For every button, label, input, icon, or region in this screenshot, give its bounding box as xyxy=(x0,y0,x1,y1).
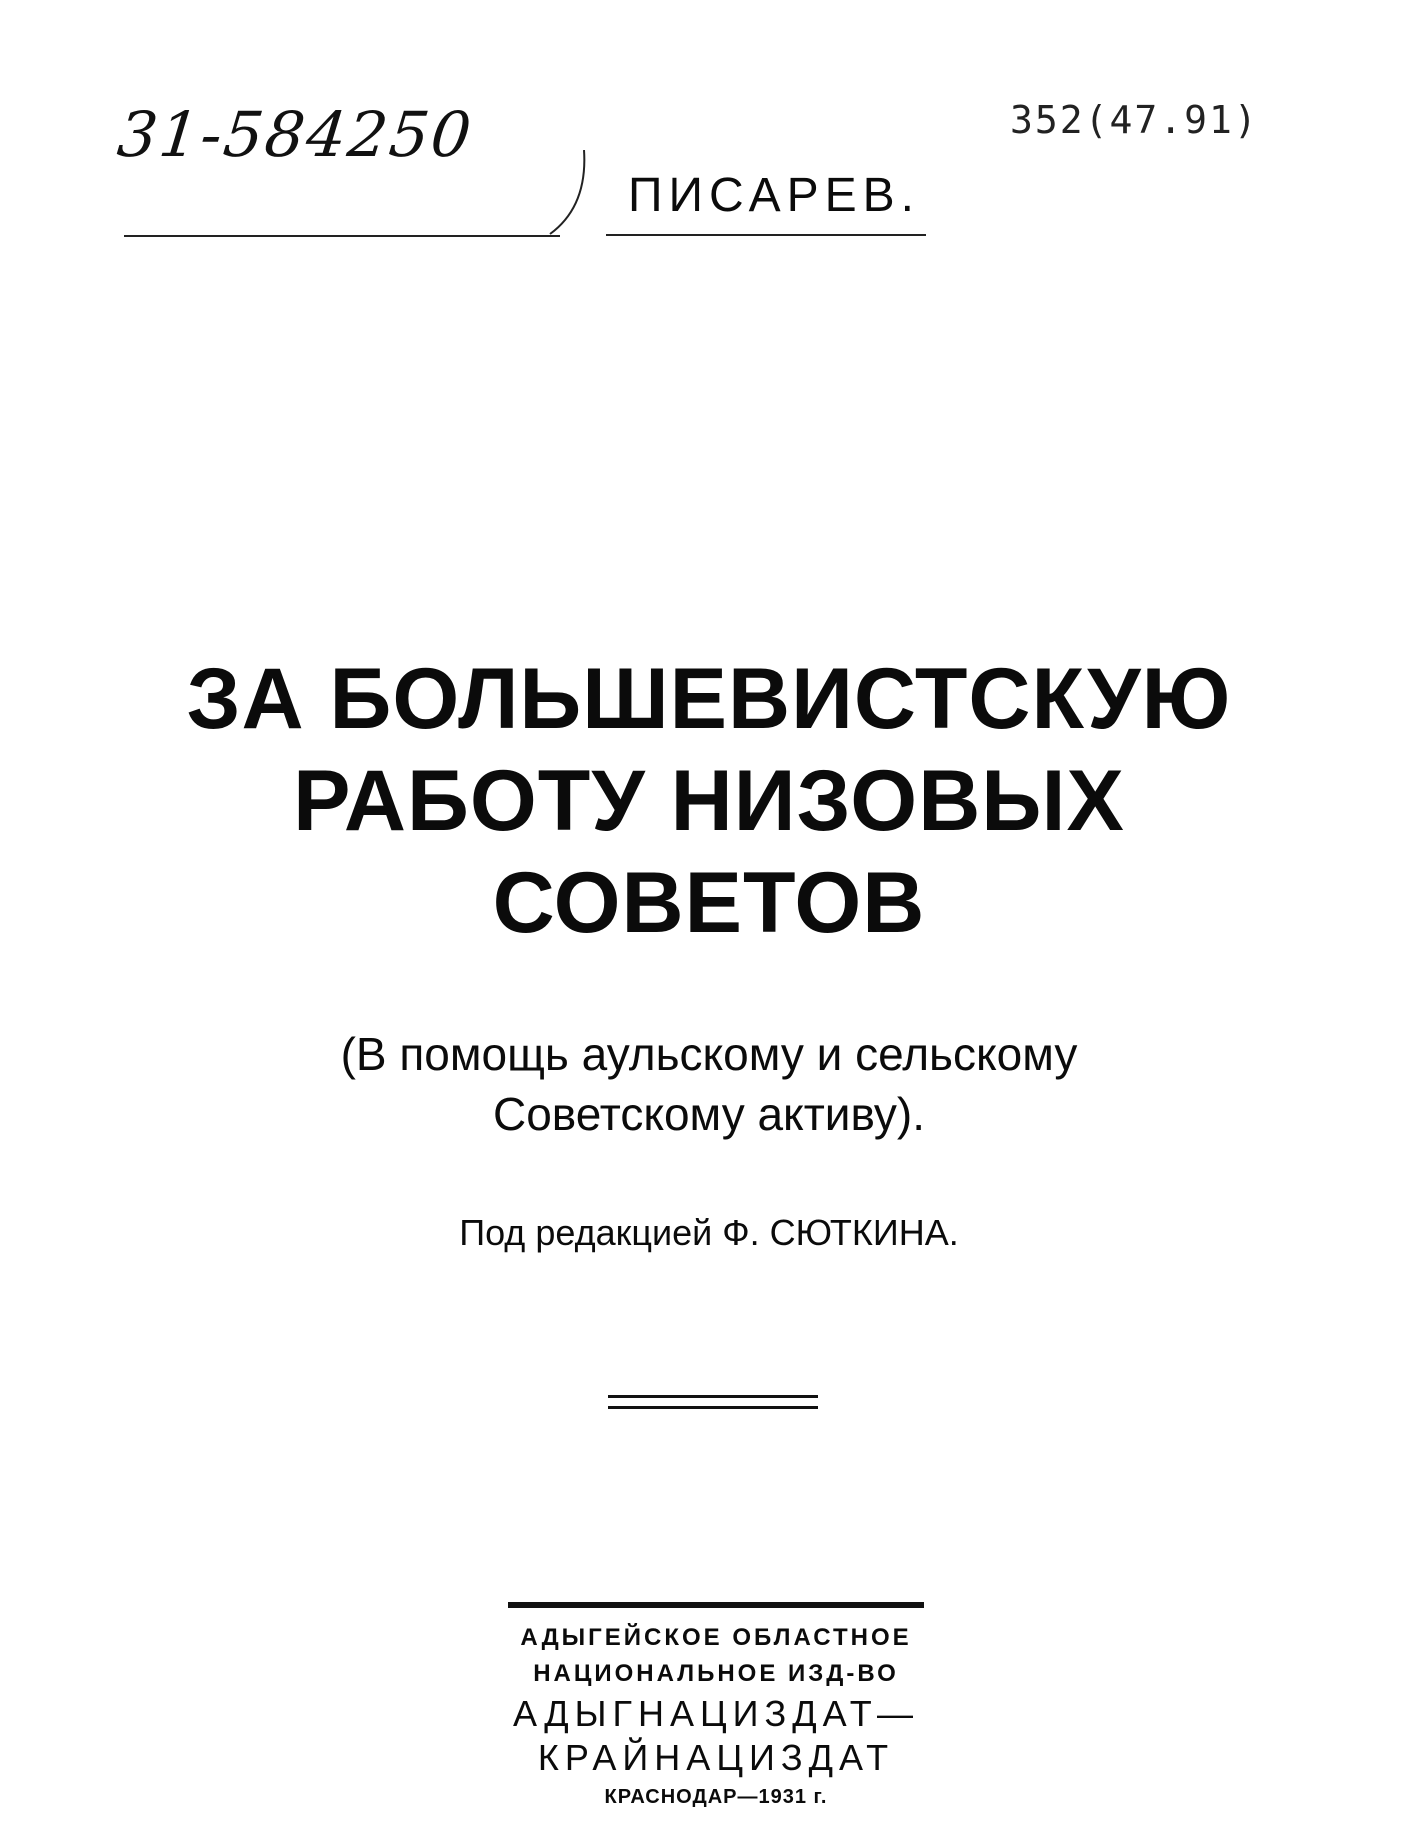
author-name: ПИСАРЕВ. xyxy=(628,169,921,222)
subtitle-line-1: (В помощь аульскому и сельскому xyxy=(340,1028,1078,1080)
publisher-rule xyxy=(508,1602,924,1608)
classification-code: 352(47.91) xyxy=(1010,98,1259,142)
ornamental-divider-top xyxy=(608,1395,818,1398)
catalog-curve-stroke xyxy=(540,150,600,240)
publisher-line-1: АДЫГЕЙСКОЕ ОБЛАСТНОЕ xyxy=(520,1624,912,1651)
catalog-underline xyxy=(124,235,560,237)
publisher-line-3: АДЫГНАЦИЗДАТ— xyxy=(513,1693,919,1734)
publisher-place-year: КРАСНОДАР—1931 г. xyxy=(604,1786,828,1808)
title-line-3: СОВЕТОВ xyxy=(492,855,926,951)
title-line-2: РАБОТУ НИЗОВЫХ xyxy=(293,753,1125,849)
handwritten-catalog-number: 31-584250 xyxy=(114,98,477,171)
ornamental-divider-bottom xyxy=(608,1406,818,1409)
publisher-line-2: НАЦИОНАЛЬНОЕ ИЗД-ВО xyxy=(533,1660,899,1687)
book-title xyxy=(0,648,1418,954)
title-line-1: ЗА БОЛЬШЕВИСТСКУЮ xyxy=(186,651,1232,747)
editor-credit: Под редакцией Ф. СЮТКИНА. xyxy=(459,1212,959,1253)
publisher-imprint xyxy=(508,1620,924,1814)
book-subtitle xyxy=(0,1024,1418,1144)
author-underline xyxy=(606,234,926,236)
subtitle-line-2: Советскому активу). xyxy=(493,1088,925,1140)
publisher-line-4: КРАЙНАЦИЗДАТ xyxy=(537,1737,895,1778)
